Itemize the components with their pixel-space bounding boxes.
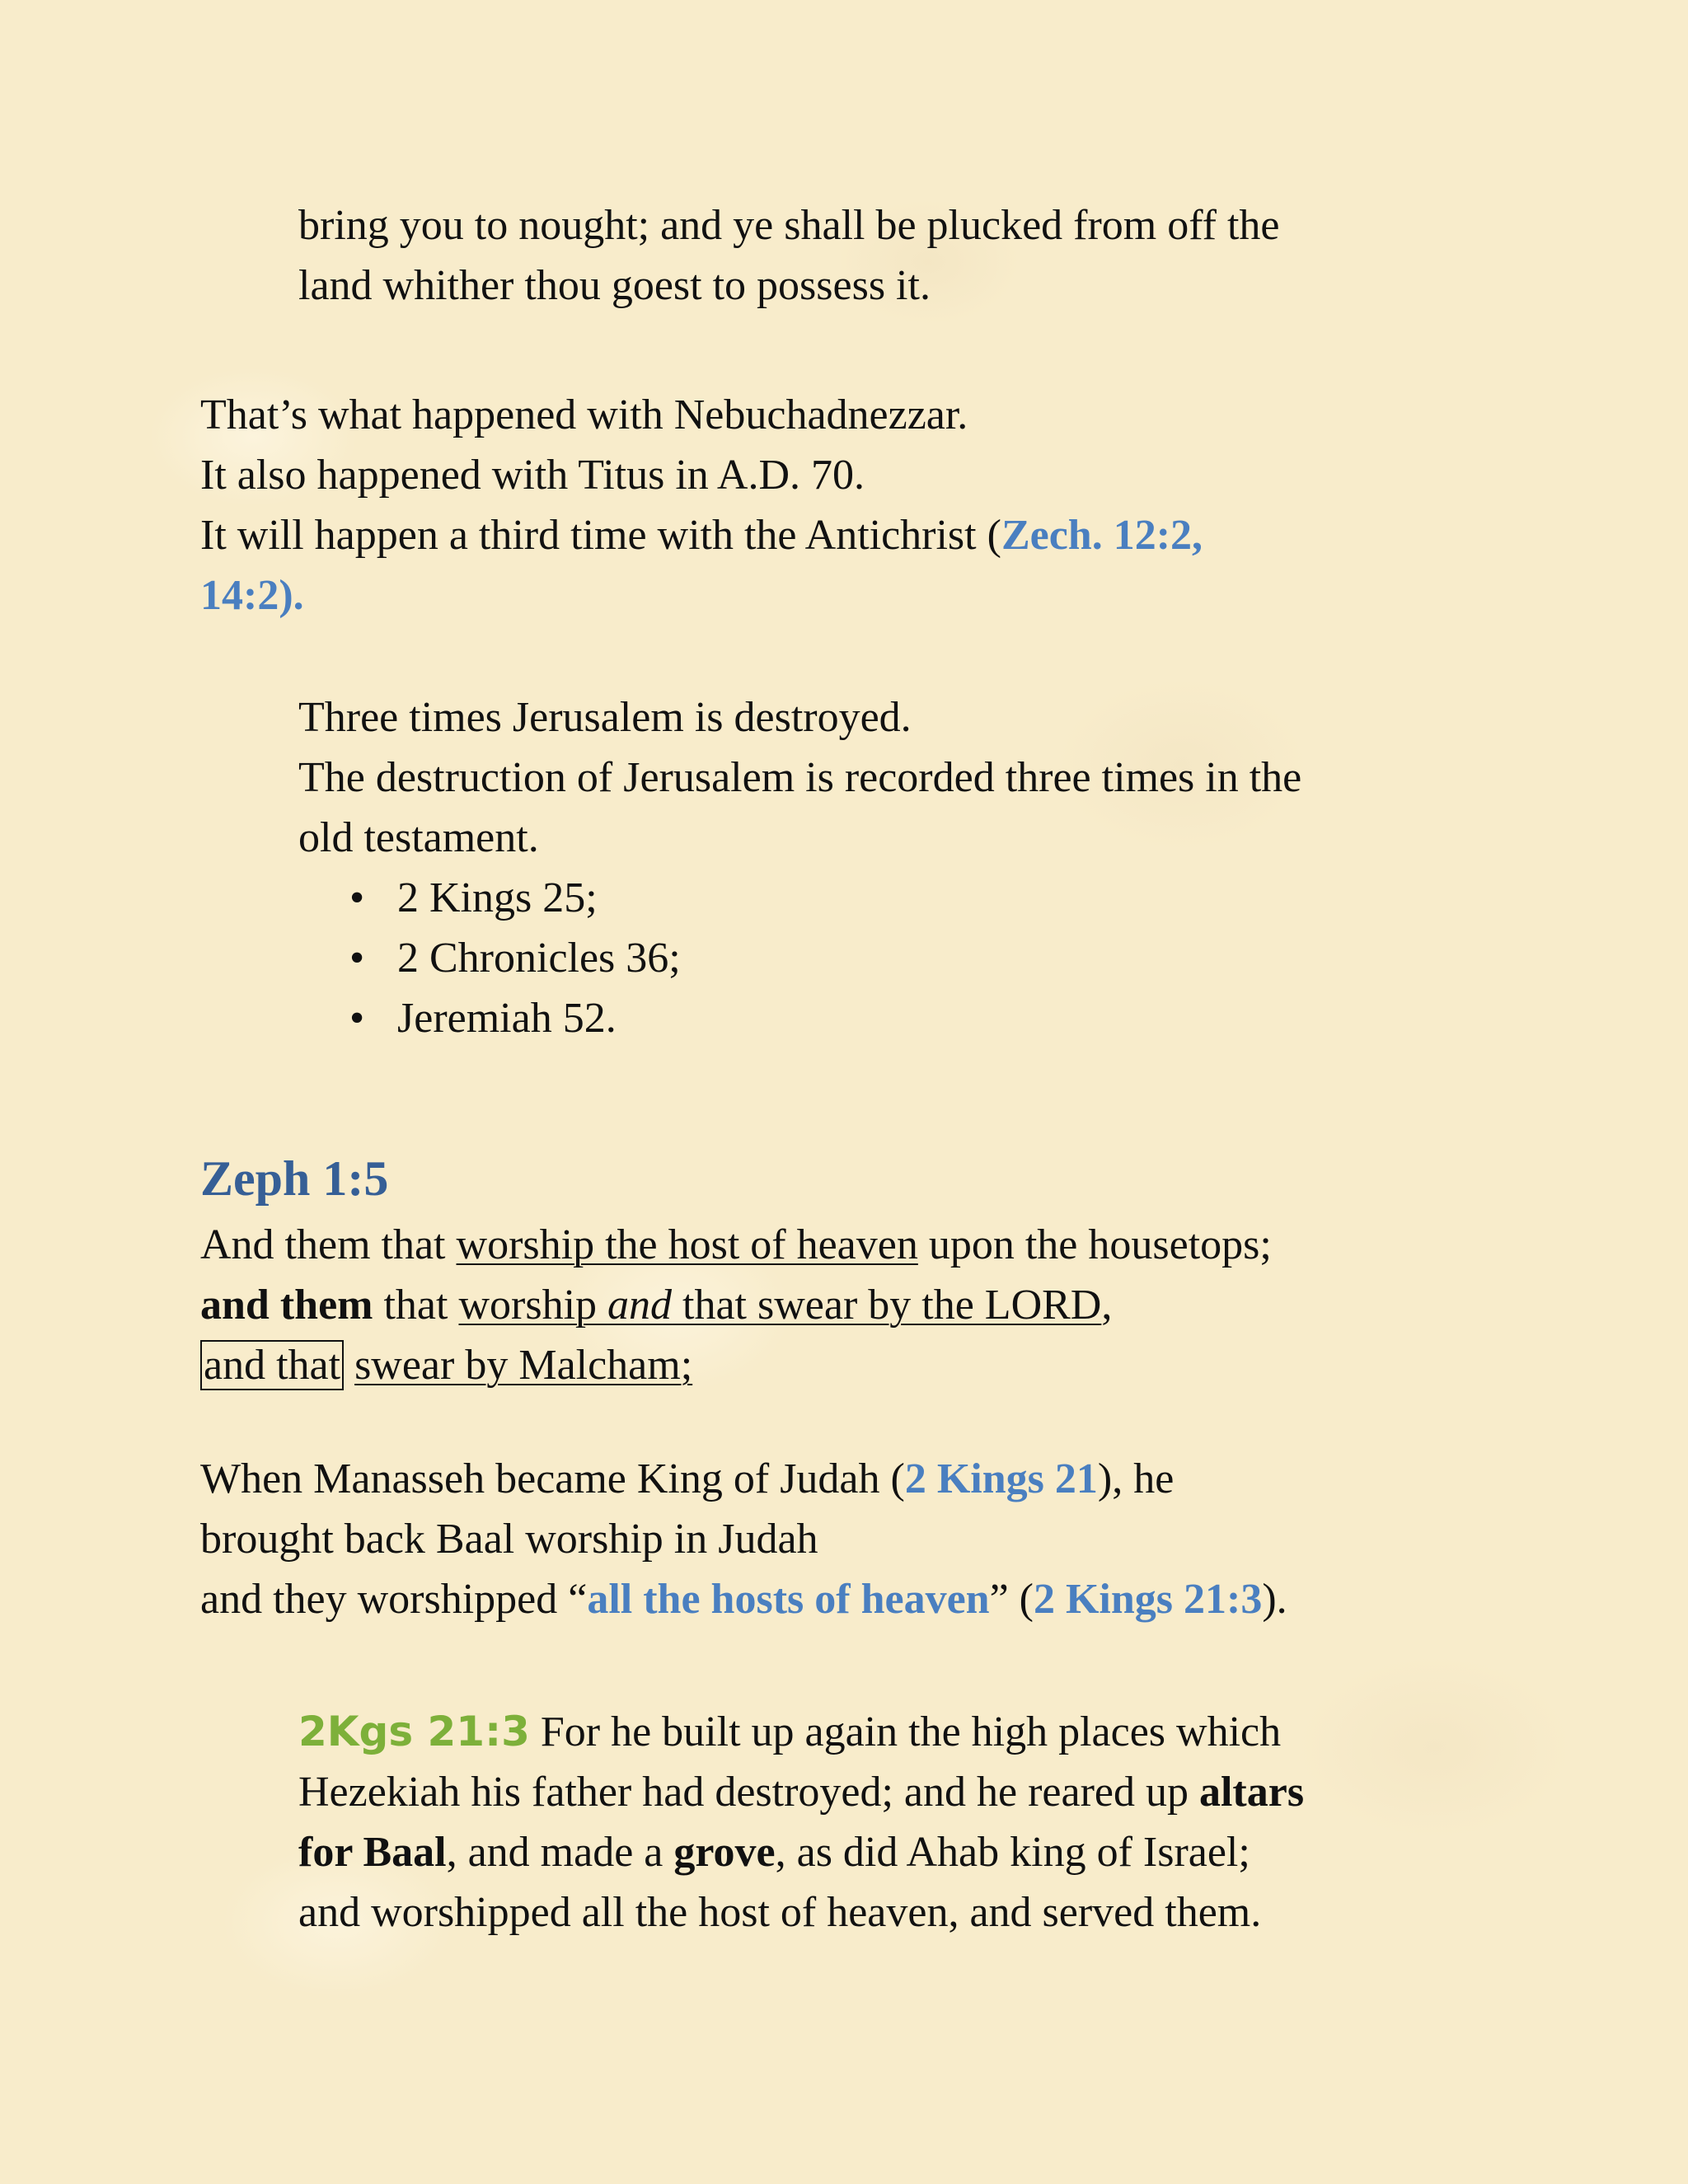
italic-word: and xyxy=(607,1282,673,1329)
list-item xyxy=(298,868,1301,928)
verse-text: upon the housetops; xyxy=(917,1221,1272,1268)
destruction-line-2: The destruction of Jerusalem is recorded three times in the xyxy=(298,754,1302,801)
scripture-reference: 2 Kings 21:3 xyxy=(1033,1576,1263,1623)
bullet-icon: • xyxy=(349,935,365,982)
scripture-reference: 2 Kings 21 xyxy=(904,1455,1098,1502)
bold-phrase: and them xyxy=(200,1282,373,1329)
bullet-icon: • xyxy=(349,995,365,1042)
bold-phrase: altars xyxy=(1198,1769,1305,1816)
quote-text: , as did Ahab king of Israel; xyxy=(775,1829,1250,1876)
paragraph-manasseh xyxy=(200,1449,1287,1629)
top-quote-line-2: land whither thou goest to possess it. xyxy=(298,262,931,309)
verse-line-3 xyxy=(200,1335,1272,1395)
boxed-phrase: and that xyxy=(200,1340,344,1390)
bold-phrase: grove xyxy=(673,1829,776,1876)
underlined-text: that swear by the LORD xyxy=(672,1282,1102,1329)
history-line-1: That’s what happened with Nebuchadnezzar. xyxy=(200,391,968,438)
underlined-phrase: worship the host of heaven xyxy=(456,1221,918,1268)
bold-phrase: for Baal xyxy=(298,1829,447,1876)
list-item xyxy=(298,988,1301,1048)
verse-zeph-1-5 xyxy=(200,1215,1272,1395)
quote-line-1 xyxy=(298,1702,1304,1762)
manasseh-line-3 xyxy=(200,1569,1287,1629)
quote-2kgs-21-3 xyxy=(298,1702,1304,1943)
history-line-3 xyxy=(200,505,1203,565)
section-heading: Zeph 1:5 xyxy=(200,1151,389,1206)
verse-reference: 2Kgs 21:3 xyxy=(298,1708,530,1755)
scripture-reference-zech-cont: 14:2). xyxy=(200,572,304,619)
quote-line-4: and worshipped all the host of heaven, and served them. xyxy=(298,1889,1262,1936)
quote-text: For he built up again the high places which xyxy=(529,1708,1282,1755)
quote-text: Hezekiah his father had destroyed; and he reared up xyxy=(298,1769,1199,1816)
quote-text: , and made a xyxy=(446,1829,674,1876)
paragraph-destruction xyxy=(298,687,1301,1048)
destruction-line-3: old testament. xyxy=(298,814,539,861)
paragraph-text: ), he xyxy=(1097,1455,1175,1502)
quoted-phrase: all the hosts of heaven xyxy=(587,1576,990,1623)
reference-list xyxy=(298,868,1301,1048)
verse-text: that xyxy=(373,1282,459,1329)
underlined-phrase xyxy=(458,1282,1101,1329)
quote-line-3 xyxy=(298,1822,1304,1882)
list-item xyxy=(298,928,1301,988)
history-line-2: It also happened with Titus in A.D. 70. xyxy=(200,452,865,499)
list-item-text: Jeremiah 52. xyxy=(397,995,617,1042)
paragraph-text: ). xyxy=(1262,1576,1287,1623)
bullet-icon: • xyxy=(349,874,365,921)
history-line-4 xyxy=(200,565,1203,626)
verse-line-2 xyxy=(200,1275,1272,1335)
list-item-text: 2 Chronicles 36; xyxy=(397,935,681,982)
manasseh-line-1 xyxy=(200,1449,1287,1509)
paragraph-text: and they worshipped “ xyxy=(200,1576,588,1623)
top-quote-line-1: bring you to nought; and ye shall be plucked from off the xyxy=(298,202,1280,249)
verse-line-1 xyxy=(200,1215,1272,1275)
paragraph-text: When Manasseh became King of Judah ( xyxy=(200,1455,905,1502)
top-quote xyxy=(298,195,1279,316)
paragraph-history xyxy=(200,385,1203,626)
scripture-reference-zech: Zech. 12:2, xyxy=(1001,512,1203,559)
manasseh-line-2: brought back Baal worship in Judah xyxy=(200,1516,818,1563)
destruction-line-1: Three times Jerusalem is destroyed. xyxy=(298,694,912,741)
verse-text: And them that xyxy=(200,1221,457,1268)
paragraph-text: ” ( xyxy=(989,1576,1034,1623)
verse-text xyxy=(344,1342,354,1389)
underlined-text: worship xyxy=(458,1282,608,1329)
list-item-text: 2 Kings 25; xyxy=(397,874,598,921)
verse-text: , xyxy=(1101,1282,1113,1329)
underlined-phrase: swear by Malcham; xyxy=(354,1342,693,1389)
quote-line-2 xyxy=(298,1762,1304,1822)
history-line-3-text: It will happen a third time with the Antichrist ( xyxy=(200,512,1001,559)
